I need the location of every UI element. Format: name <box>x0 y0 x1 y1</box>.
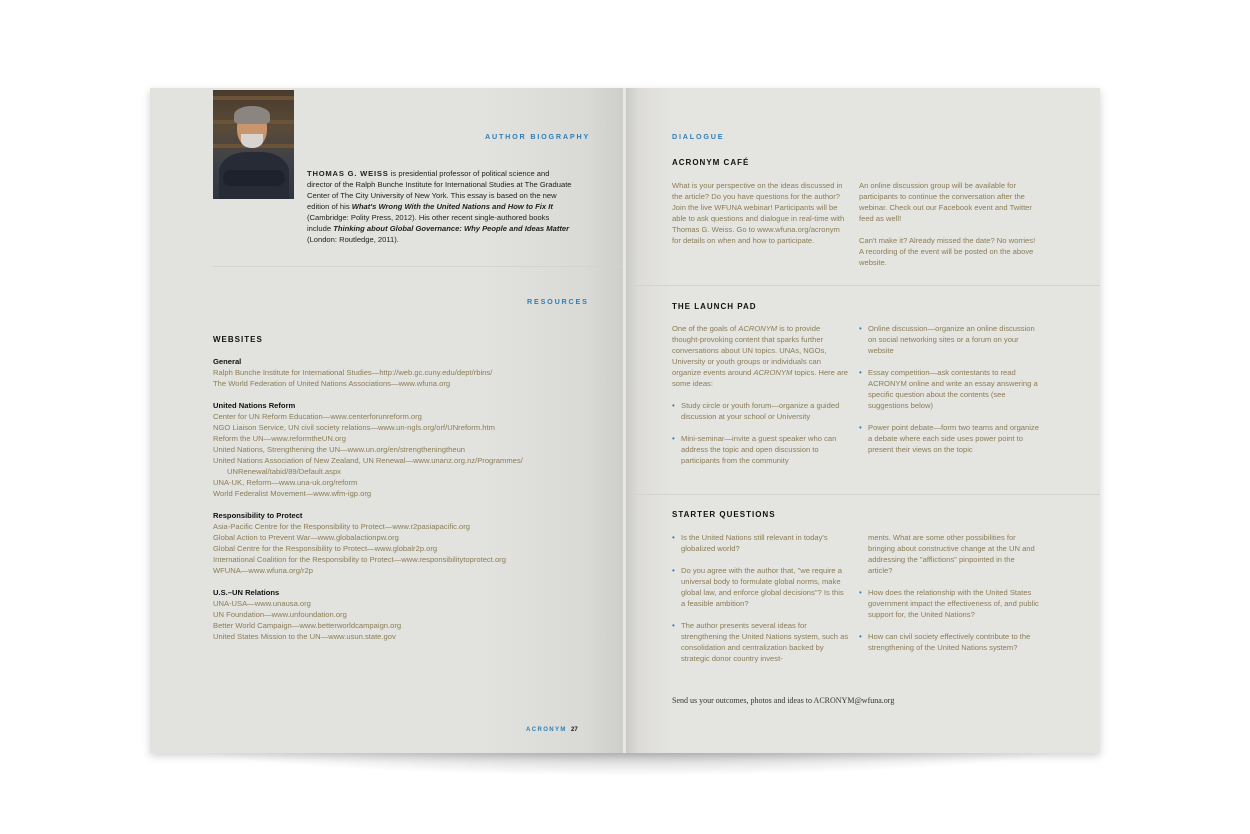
bio-book-2: Thinking about Global Governance: Why People and Ideas Matter <box>333 224 570 233</box>
author-name: THOMAS G. WEISS <box>307 169 389 178</box>
author-biography-label: AUTHOR BIOGRAPHY <box>485 132 591 141</box>
ideas-list <box>672 400 850 466</box>
left-page <box>150 88 625 753</box>
question-item: • How does the relationship with the United States government impact the effectiveness of, and public support for, the United Nations? <box>859 587 1041 620</box>
starter-column-1 <box>672 532 850 675</box>
right-page <box>625 88 1100 753</box>
page-gutter <box>623 88 626 753</box>
cafe-paragraph: Can't make it? Already missed the date? No worries! A recording of the event will be posted on the above website. <box>859 236 1036 267</box>
bio-text-1: is presidential professor of political science and director of the Ralph Bunche Institute for International Studies at The Graduate Center of The City University of New York. This essay is based on the new edition of his <box>307 169 572 211</box>
resource-link[interactable]: Ralph Bunche Institute for International Studies—http://web.gc.cuny.edu/dept/rbins/ <box>213 368 493 377</box>
intro-text: topics. Here are some ideas: <box>672 368 849 388</box>
resource-group-general <box>213 356 593 389</box>
group-title: U.S.–UN Relations <box>213 588 280 597</box>
intro-emphasis: ACRONYM <box>738 324 778 333</box>
resource-link[interactable]: Reform the UN—www.reformtheUN.org <box>213 434 346 443</box>
group-title: United Nations Reform <box>213 401 296 410</box>
launch-pad-column-1 <box>672 323 850 477</box>
bookshelf <box>213 96 294 100</box>
cafe-column-1: What is your perspective on the ideas discussed in the article? Do you have questions for the author? Join the live WFUNA webinar! Participants will be able to ask questions and dialogue in real-time with Thomas G. Weiss. Go to www.wfuna.org/acronym for details on when and how to participate. <box>672 181 845 245</box>
question-item: • Do you agree with the author that, "we require a universal body to formulate global norms, make global law, and enforce global decisions"? Is this a feasible ambition? <box>672 565 850 609</box>
group-title: General <box>213 357 242 366</box>
magazine-spread <box>150 88 1100 753</box>
resource-link-continued[interactable]: UNRenewal/tabid/89/Default.aspx <box>227 467 341 476</box>
bio-text-2: (Cambridge: Polity Press, 2012). His other recent single-authored books include <box>307 213 550 233</box>
resources-label: RESOURCES <box>527 297 589 306</box>
submission-note: Send us your outcomes, photos and ideas to ACRONYM@wfuna.org <box>672 696 895 705</box>
resource-link[interactable]: UNA-USA—www.unausa.org <box>213 599 311 608</box>
idea-item: • Online discussion—organize an online discussion on social networking sites or a forum on your website <box>859 323 1041 356</box>
questions-list <box>672 532 850 664</box>
acronym-cafe-heading: ACRONYM CAFÉ <box>672 158 750 167</box>
question-item: • The author presents several ideas for strengthening the United Nations system, such as consolidation and centralization backed by strategic donor country invest- <box>672 620 850 664</box>
section-divider <box>635 285 1100 286</box>
resource-link[interactable]: World Federalist Movement—www.wfm-igp.org <box>213 489 372 498</box>
launch-pad-intro <box>672 323 850 389</box>
resource-group-un-reform <box>213 400 593 499</box>
resource-group-us-un <box>213 587 593 642</box>
resource-link[interactable]: Global Centre for the Responsibility to Protect—www.globalr2p.org <box>213 544 438 553</box>
resource-link[interactable]: United States Mission to the UN—www.usun.state.gov <box>213 632 396 641</box>
intro-text: One of the goals of <box>672 324 739 333</box>
question-item: • How can civil society effectively contribute to the strengthening of the United Nations system? <box>859 631 1041 653</box>
group-title: Responsibility to Protect <box>213 511 303 520</box>
question-continuation: ments. What are some other possibilities for bringing about constructive change at the UN and addressing the "afflictions" pinpointed in the article? <box>868 533 1035 575</box>
resource-group-r2p <box>213 510 593 576</box>
resource-link[interactable]: Better World Campaign—www.betterworldcampaign.org <box>213 621 402 630</box>
cafe-paragraph: An online discussion group will be available for participants to continue the conversation after the webinar. Check out our Facebook event and Twitter feed as well! <box>859 181 1032 223</box>
footer-brand: ACRONYM <box>526 727 567 733</box>
intro-emphasis: ACRONYM <box>753 368 793 377</box>
cafe-column-2 <box>859 180 1039 268</box>
idea-item: • Study circle or youth forum—organize a guided discussion at your school or University <box>672 400 850 422</box>
websites-heading: WEBSITES <box>213 335 263 344</box>
idea-item: • Mini-seminar—invite a guest speaker who can address the topic and open discussion to participants from the community <box>672 433 850 466</box>
author-beard <box>241 134 263 148</box>
resource-link[interactable]: UNA-UK, Reform—www.una-uk.org/reform <box>213 478 358 487</box>
bio-text-3: (London: Routledge, 2011). <box>307 235 399 244</box>
resource-link[interactable]: Asia-Pacific Centre for the Responsibility to Protect—www.r2pasiapacific.org <box>213 522 471 531</box>
questions-list <box>859 587 1041 653</box>
launch-pad-heading: THE LAUNCH PAD <box>672 302 757 311</box>
resource-link[interactable]: United Nations Association of New Zealand, UN Renewal—www.unanz.org.nz/Programmes/ <box>213 456 523 465</box>
resource-link[interactable]: UN Foundation—www.unfoundation.org <box>213 610 347 619</box>
resource-link[interactable]: Global Action to Prevent War—www.globalactionpw.org <box>213 533 399 542</box>
ideas-list <box>859 323 1041 455</box>
page-number: 27 <box>571 727 578 733</box>
idea-item: • Essay competition—ask contestants to read ACRONYM online and write an essay answering a specific question about the contents (see suggestions below) <box>859 367 1041 411</box>
question-item: • Is the United Nations still relevant in today's globalized world? <box>672 532 850 554</box>
launch-pad-column-2 <box>859 323 1041 466</box>
section-divider <box>213 266 625 267</box>
idea-item: • Power point debate—form two teams and organize a debate where each side uses power point to present their views on the topic <box>859 422 1041 455</box>
resource-link[interactable]: United Nations, Strengthening the UN—www.un.org/en/strengtheningtheun <box>213 445 466 454</box>
author-bio <box>213 168 573 245</box>
resource-link[interactable]: NGO Liaison Service, UN civil society relations—www.un-ngls.org/orf/UNreform.htm <box>213 423 495 432</box>
bio-book-1: What's Wrong With the United Nations and How to Fix It <box>351 202 553 211</box>
section-divider <box>635 494 1100 495</box>
resource-link[interactable]: WFUNA—www.wfuna.org/r2p <box>213 566 314 575</box>
starter-questions-heading: STARTER QUESTIONS <box>672 510 776 519</box>
starter-column-2 <box>859 532 1041 664</box>
websites-list <box>213 356 593 642</box>
resource-link[interactable]: The World Federation of United Nations Associations—www.wfuna.org <box>213 379 451 388</box>
dialogue-label: DIALOGUE <box>672 132 725 141</box>
author-hair <box>234 106 270 124</box>
intro-text: is to provide thought-provoking content that sparks further conversations about UN topics. UNAs, NGOs, University or youth groups or individuals can organize events around <box>672 324 827 377</box>
resource-link[interactable]: International Coalition for the Responsibility to Protect—www.responsibilitytoprotect.org <box>213 555 506 564</box>
resource-link[interactable]: Center for UN Reform Education—www.centerforunreform.org <box>213 412 422 421</box>
